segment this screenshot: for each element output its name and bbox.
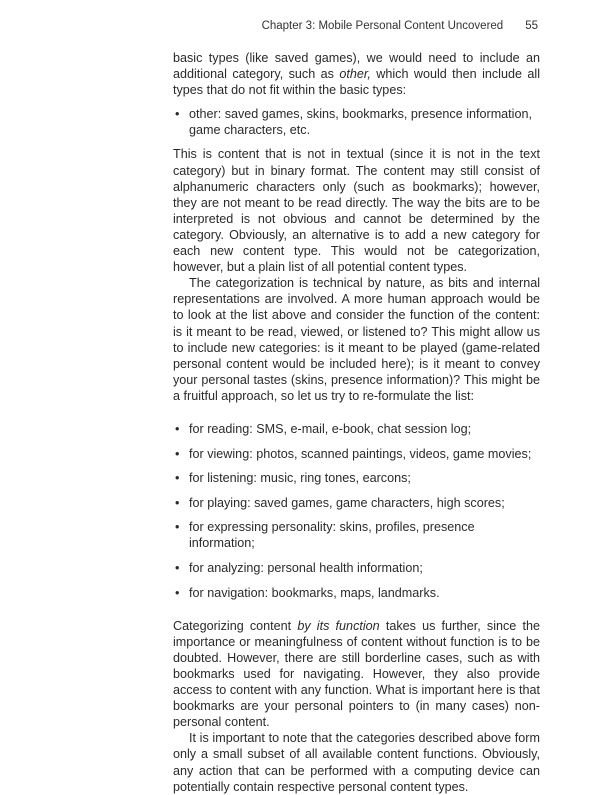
list-item-text: for navigation: bookmarks, maps, landmarks. — [189, 585, 440, 600]
paragraph-4 — [173, 618, 540, 731]
paragraph-4-text-a: Categorizing content — [173, 618, 298, 633]
bullet-icon: • — [175, 495, 180, 510]
paragraph-1-text-b: which would then include all types that do not fit within the basic types: — [173, 67, 541, 98]
paragraph-1-emphasis: other, — [339, 67, 371, 82]
bullet-icon: • — [175, 446, 180, 461]
list-item-text: for listening: music, ring tones, earcons; — [189, 471, 411, 486]
chapter-title: Chapter 3: Mobile Personal Content Uncovered — [261, 20, 504, 32]
bullet-icon: • — [175, 520, 180, 535]
bullet-icon: • — [175, 421, 180, 436]
paragraph-1-text-a: basic types (like saved games), we would need to include an additional category, such as — [173, 51, 540, 82]
paragraph-2: This is content that is not in textual (since it is not in the text category) but in binary format. The content may still consist of alphanumeric characters only (such as bookmarks); however, they are not meant to be read directly. The way the bits are to be interpreted is not obvious and cannot be determined by the category. Obviously, an alternative is to add a new category for each new content type. This would not be categorization, however, but a plain list of all potential content types. — [173, 147, 540, 275]
list-item-text: other: saved games, skins, bookmarks, presence information, game characters, etc. — [189, 107, 532, 138]
list-item — [173, 421, 540, 437]
bullet-icon: • — [175, 561, 180, 576]
list-item — [173, 519, 540, 551]
list-item-text: for analyzing: personal health information; — [189, 561, 423, 576]
list-item — [173, 495, 540, 511]
list-item — [173, 585, 540, 601]
list-item — [173, 106, 540, 138]
body-text — [173, 50, 540, 795]
list-item-text: for playing: saved games, game characters, high scores; — [189, 495, 505, 510]
paragraph-5: It is important to note that the categories described above form only a small subset of all available content functions. Obviously, any action that can be performed with a computing device can potentially contain respective personal content types. — [173, 731, 540, 794]
list-item-text: for viewing: photos, scanned paintings, videos, game movies; — [189, 446, 532, 461]
paragraph-4-emphasis: by its function — [297, 618, 380, 633]
bullet-icon: • — [175, 585, 180, 600]
bullet-icon: • — [175, 471, 180, 486]
list-item — [173, 470, 540, 486]
list-item — [173, 446, 540, 462]
paragraph-3: The categorization is technical by nature, as bits and internal representations are involved. A more human approach would be to look at the list above and consider the function of the content: is it meant to be read, viewed, or listened to? This might allow us to include new categories: is it meant to be played (game-related personal content would be included here); is it meant to convey your personal tastes (skins, presence information)? This might be a fruitful approach, so let us try to re-formulate the list: — [173, 276, 540, 403]
page-number: 55 — [525, 20, 538, 32]
paragraph-4-text-b: takes us further, since the importance or meaningfulness of content without function is to be doubted. However, there are still borderline cases, such as with bookmarks used for navigating. However, they also provide access to content with any function. What is important here is that bookmarks are your personal pointers to (in many cases) non-personal content. — [173, 618, 540, 730]
paragraph-1 — [173, 50, 540, 98]
list-item-text: for reading: SMS, e-mail, e-book, chat session log; — [189, 421, 472, 436]
bullet-icon: • — [175, 107, 180, 122]
function-categories-list — [173, 421, 540, 601]
list-item-text: for expressing personality: skins, profiles, presence information; — [189, 520, 475, 551]
list-item — [173, 560, 540, 576]
running-header — [262, 20, 538, 32]
basic-types-list — [173, 106, 540, 138]
